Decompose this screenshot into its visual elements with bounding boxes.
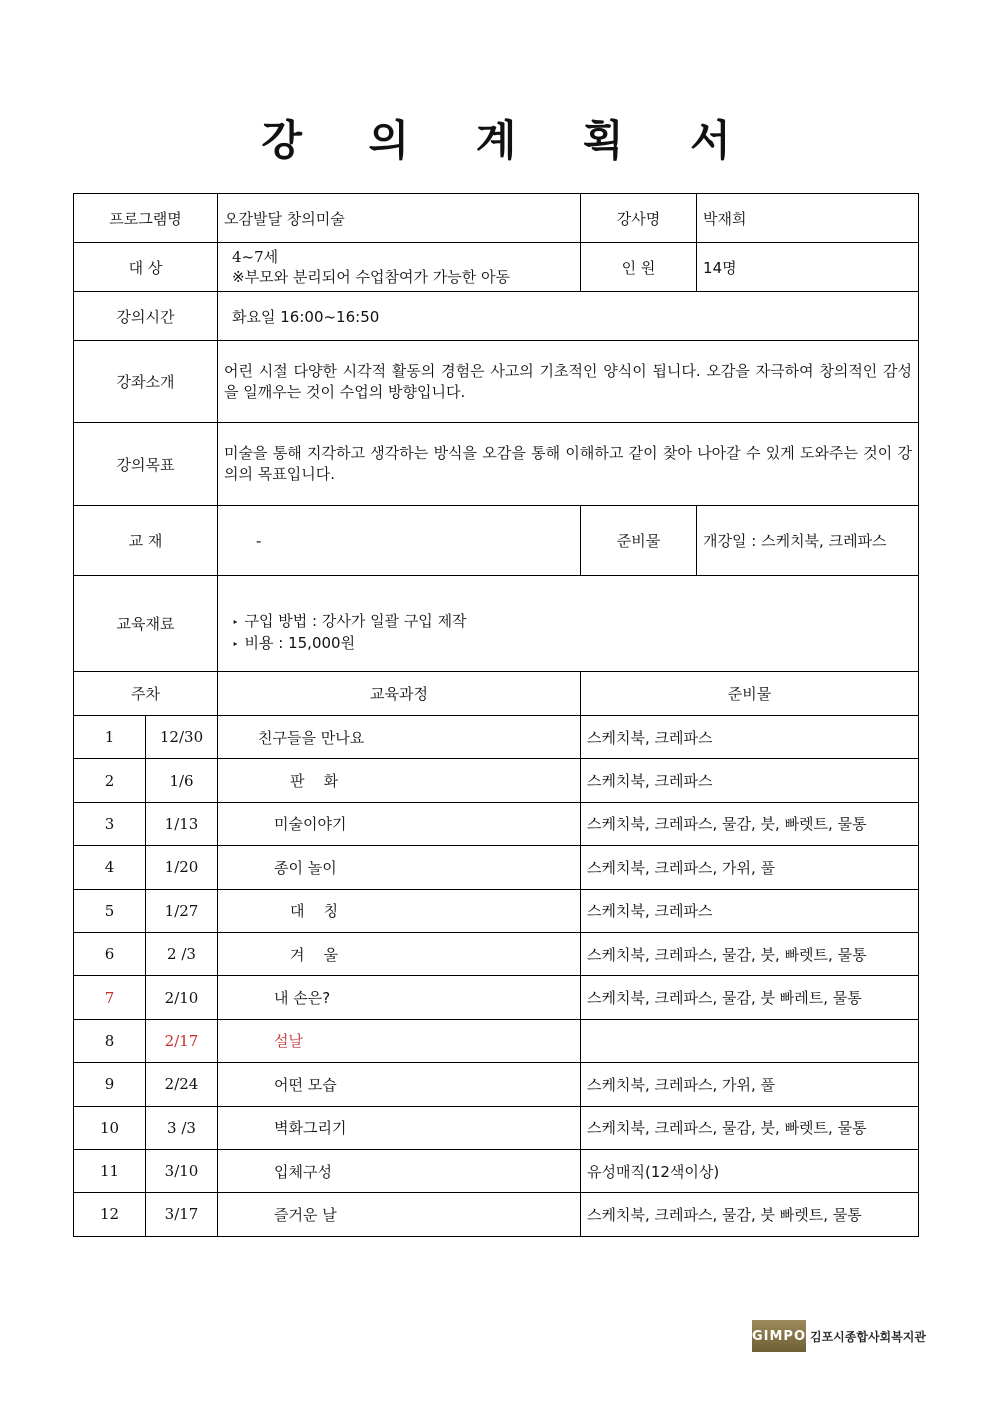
week-date: 1/27: [146, 889, 218, 932]
time-row: [74, 292, 919, 341]
week-header: 주차: [74, 672, 218, 716]
week-number: 10: [74, 1106, 146, 1149]
week-date: 1/6: [146, 759, 218, 802]
instructor-value: 박재희: [697, 194, 919, 243]
course-prep: 스케치북, 크레파스, 물감, 붓, 빠렛트, 물통: [581, 802, 919, 845]
program-label: 프로그램명: [74, 194, 218, 243]
material-purchase-text: 구입 방법 : 강사가 일괄 구입 제작: [244, 611, 467, 630]
goal-row: [74, 423, 919, 506]
week-date: 2/10: [146, 976, 218, 1019]
schedule-row: [74, 846, 919, 889]
time-value: 화요일 16:00~16:50: [218, 292, 919, 341]
schedule-row: [74, 932, 919, 975]
course-title: 판 화: [218, 759, 581, 802]
material-label: 교육재료: [74, 576, 218, 672]
course-prep: 스케치북, 크레파스, 물감, 붓 빠렛트, 물통: [581, 1193, 919, 1236]
material-purchase: [232, 611, 912, 633]
goal-text: 미술을 통해 지각하고 생각하는 방식을 오감을 통해 이해하고 같이 찾아 나아갈 수 있게 도와주는 것이 강의의 목표입니다.: [218, 423, 919, 506]
material-row: [74, 576, 919, 672]
target-age: 4~7세: [232, 248, 279, 266]
week-number: 11: [74, 1149, 146, 1192]
course-title: 벽화그리기: [218, 1106, 581, 1149]
schedule-header-row: [74, 672, 919, 716]
course-prep: 스케치북, 크레파스, 가위, 풀: [581, 1063, 919, 1106]
week-number: 8: [74, 1019, 146, 1062]
schedule-row: [74, 1149, 919, 1192]
textbook-value: -: [218, 506, 581, 576]
count-value: 14명: [697, 243, 919, 292]
week-number: 6: [74, 932, 146, 975]
course-title: 입체구성: [218, 1149, 581, 1192]
course-prep: 스케치북, 크레파스, 물감, 붓, 빠렛트, 물통: [581, 1106, 919, 1149]
target-note: ※부모와 분리되어 수업참여가 가능한 아동: [232, 268, 510, 286]
course-prep: 유성매직(12색이상): [581, 1149, 919, 1192]
course-title: 미술이야기: [218, 802, 581, 845]
textbook-label: 교 재: [74, 506, 218, 576]
intro-text: 어린 시절 다양한 시각적 활동의 경험은 사고의 기초적인 양식이 됩니다. 오감을 자극하여 창의적인 감성을 일깨우는 것이 수업의 방향입니다.: [218, 341, 919, 423]
course-title: 종이 놀이: [218, 846, 581, 889]
logo-mark: GIMPO: [752, 1320, 806, 1352]
week-number: 12: [74, 1193, 146, 1236]
course-title: 어떤 모습: [218, 1063, 581, 1106]
week-date: 1/20: [146, 846, 218, 889]
gimpo-logo: [752, 1320, 926, 1352]
week-date: 3/10: [146, 1149, 218, 1192]
week-number: 2: [74, 759, 146, 802]
schedule-row: [74, 1063, 919, 1106]
goal-label: 강의목표: [74, 423, 218, 506]
schedule-row: [74, 889, 919, 932]
course-title: 겨 울: [218, 932, 581, 975]
week-date: 2 /3: [146, 932, 218, 975]
target-value: [218, 243, 581, 292]
material-value: [218, 576, 919, 672]
schedule-row: [74, 1019, 919, 1062]
week-number: 7: [74, 976, 146, 1019]
course-prep: 스케치북, 크레파스: [581, 759, 919, 802]
course-title: 설날: [218, 1019, 581, 1062]
course-title: 즐거운 날: [218, 1193, 581, 1236]
instructor-label: 강사명: [581, 194, 697, 243]
document-title: 강 의 계 획 서: [261, 116, 757, 165]
schedule-row: [74, 1193, 919, 1236]
course-prep: [581, 1019, 919, 1062]
schedule-row: [74, 802, 919, 845]
week-date: 12/30: [146, 716, 218, 759]
schedule-body: [74, 716, 919, 1237]
course-prep: 스케치북, 크레파스, 물감, 붓, 빠렛트, 물통: [581, 932, 919, 975]
prep-value: 개강일 : 스케치북, 크레파스: [697, 506, 919, 576]
program-row: [74, 194, 919, 243]
week-number: 3: [74, 802, 146, 845]
week-number: 9: [74, 1063, 146, 1106]
lecture-plan-table: [73, 193, 919, 1237]
prep-label: 준비물: [581, 506, 697, 576]
textbook-row: [74, 506, 919, 576]
target-row: [74, 243, 919, 292]
week-date: 2/17: [146, 1019, 218, 1062]
course-title: 대 칭: [218, 889, 581, 932]
logo-text: 김포시종합사회복지관: [810, 1329, 926, 1344]
bullet-icon: ‣: [232, 615, 239, 629]
week-date: 2/24: [146, 1063, 218, 1106]
course-title: 내 손은?: [218, 976, 581, 1019]
program-value: 오감발달 창의미술: [218, 194, 581, 243]
prep-header: 준비물: [581, 672, 919, 716]
course-header: 교육과정: [218, 672, 581, 716]
time-label: 강의시간: [74, 292, 218, 341]
intro-row: [74, 341, 919, 423]
week-date: 3/17: [146, 1193, 218, 1236]
target-label: 대 상: [74, 243, 218, 292]
week-date: 3 /3: [146, 1106, 218, 1149]
course-prep: 스케치북, 크레파스, 가위, 풀: [581, 846, 919, 889]
week-date: 1/13: [146, 802, 218, 845]
course-prep: 스케치북, 크레파스: [581, 716, 919, 759]
bullet-icon: ‣: [232, 637, 239, 651]
count-label: 인 원: [581, 243, 697, 292]
schedule-row: [74, 759, 919, 802]
material-cost-text: 비용 : 15,000원: [244, 633, 356, 652]
schedule-row: [74, 1106, 919, 1149]
schedule-row: [74, 716, 919, 759]
week-number: 4: [74, 846, 146, 889]
week-number: 5: [74, 889, 146, 932]
course-title: 친구들을 만나요: [218, 716, 581, 759]
intro-label: 강좌소개: [74, 341, 218, 423]
course-prep: 스케치북, 크레파스, 물감, 붓 빠레트, 물통: [581, 976, 919, 1019]
material-cost: [232, 633, 912, 655]
schedule-row: [74, 976, 919, 1019]
week-number: 1: [74, 716, 146, 759]
course-prep: 스케치북, 크레파스: [581, 889, 919, 932]
